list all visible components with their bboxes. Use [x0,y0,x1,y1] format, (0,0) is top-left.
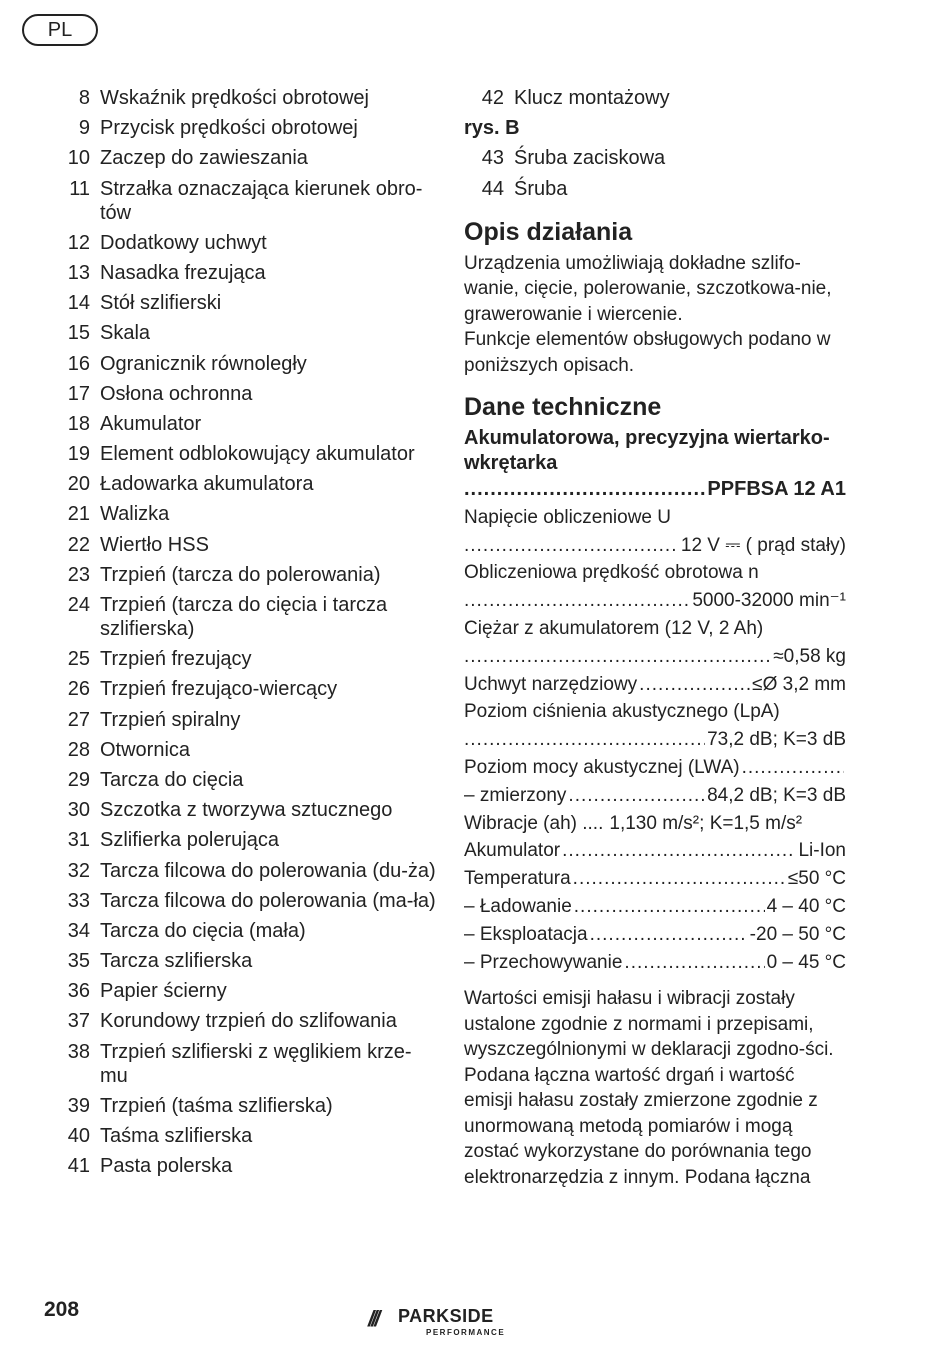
list-item [56,146,436,170]
list-item [56,593,436,641]
spec-label: Temperatura [464,868,571,890]
opis-paragraph-1: Urządzenia umożliwiają dokładne szlifo-wanie, cięcie, polerowanie, szczotkowa-nie, grawerowanie i wiercenie. [464,252,832,325]
spec-label: – Ładowanie [464,896,572,918]
list-item [464,86,846,110]
dot-leader [464,476,705,504]
item-number: 18 [67,412,90,435]
item-text: Trzpień frezujący [100,648,252,671]
spec-value: 84,2 dB; K=3 dB [707,784,846,806]
dot-leader [464,587,690,615]
list-item [56,647,436,671]
item-number: 11 [69,177,90,200]
dot-leader [624,949,764,977]
list-item [56,768,436,792]
item-number: 44 [481,177,504,200]
parts-list [56,86,436,1184]
item-text: Korundowy trzpień do szlifowania [100,1010,397,1033]
item-text: Strzałka oznaczająca kierunek obro-tów [100,177,423,224]
right-column [464,86,846,1190]
spec-label: Ciężar z akumulatorem (12 V, 2 Ah) [464,618,764,640]
spec-label: Napięcie obliczeniowe U [464,506,671,528]
spec-value: ≈0,58 kg [773,645,846,667]
spec-label: – Eksploatacja [464,923,588,945]
dot-leader [464,643,771,671]
section-title-opis: Opis działania [464,217,633,246]
list-item [56,979,436,1003]
list-item [56,1094,436,1118]
dot-leader [573,865,786,893]
item-number: 37 [67,1010,90,1033]
item-text: Skala [100,322,151,345]
spec-label: Poziom mocy akustycznej (LWA) [464,757,740,779]
item-number: 40 [67,1125,90,1147]
spec-row [464,865,846,893]
model-name: PPFBSA 12 A1 [707,478,846,501]
item-number: 39 [67,1094,90,1117]
item-number: 28 [67,738,90,761]
list-item [56,677,436,701]
section-title-dane: Dane techniczne [464,393,662,422]
item-text: Ogranicznik równoległy [100,352,307,375]
item-text: Tarcza do cięcia (mała) [100,919,306,942]
spec-value: ≤50 °C [787,868,846,890]
item-number: 12 [67,231,90,254]
item-number: 26 [67,678,90,701]
item-number: 38 [67,1040,90,1063]
item-number: 14 [67,292,90,315]
list-item [56,261,436,285]
spec-row [464,587,846,615]
item-number: 21 [67,503,90,526]
list-item [56,1124,436,1148]
spec-row [464,726,846,754]
list-item [56,798,436,822]
item-number: 10 [67,147,90,170]
list-item [56,382,436,406]
spec-row [464,671,846,699]
item-text: Tarcza szlifierska [100,950,253,973]
spec-row [464,532,846,560]
item-text: Wiertło HSS [100,533,209,556]
logo-slashes-icon: /// [368,1306,378,1331]
spec-label: Akumulator [464,840,561,862]
model-row [464,476,846,504]
spec-value: Li-Ion [798,840,846,862]
item-text: Tarcza filcowa do polerowania (du-ża) [100,859,436,882]
item-text: Trzpień szlifierski z węglikiem krze-mu [100,1040,412,1087]
list-item [56,412,436,436]
item-number: 31 [67,829,90,852]
figure-label: rys. B [464,117,520,140]
spec-value: 4 – 40 °C [766,896,846,918]
item-number: 24 [67,594,90,616]
item-number: 20 [67,473,90,496]
item-number: 16 [67,352,90,375]
spec-label: Poziom ciśnienia akustycznego (LpA) [464,701,780,723]
spec-row [464,782,846,810]
list-item [56,708,436,732]
item-text: Szlifierka polerująca [100,829,279,852]
spec-row [464,754,846,782]
spec-row [464,921,846,949]
item-number: 32 [67,859,90,882]
item-text: Tarcza filcowa do polerowania (ma-ła) [100,889,436,912]
item-number: 42 [481,87,504,109]
dot-leader [639,671,750,699]
opis-paragraph-2: Funkcje elementów obsługowych podano w poniższych opisach. [464,329,831,376]
list-item [56,919,436,943]
list-item [56,321,436,345]
list-item [56,889,436,913]
item-number: 34 [67,919,90,942]
list-item [56,1009,436,1033]
item-text: Zaczep do zawieszania [100,147,308,170]
item-number: 23 [67,563,90,586]
parkside-logo [368,1306,520,1340]
spec-label: Wibracje (ah) .... [464,812,604,834]
list-item [56,859,436,883]
item-number: 8 [78,87,90,109]
logo-brand: PARKSIDE [398,1306,494,1326]
item-text: Element odblokowujący akumulator [100,443,415,466]
list-item [56,291,436,315]
logo-subtitle: PERFORMANCE [426,1328,506,1337]
item-text: Trzpień (tarcza do cięcia i tarcza szlifierska) [100,594,388,640]
list-item [56,442,436,466]
item-text: Wskaźnik prędkości obrotowej [100,87,369,109]
item-text: Osłona ochronna [100,382,253,405]
item-text: Tarcza do cięcia [100,768,244,791]
list-item [56,352,436,376]
spec-label: – zmierzony [464,784,567,806]
item-number: 25 [67,648,90,671]
spec-label: Obliczeniowa prędkość obrotowa n [464,562,759,584]
list-item [464,146,846,170]
spec-value: 5000-32000 min⁻¹ [692,590,846,612]
product-title: Akumulatorowa, precyzyjna wiertarko-wkrętarka [464,427,830,475]
list-item [56,177,436,225]
item-number: 27 [67,708,90,731]
item-number: 9 [78,117,90,140]
item-text: Dodatkowy uchwyt [100,231,267,254]
item-number: 29 [67,768,90,791]
spec-value: 1,130 m/s²; K=1,5 m/s² [609,812,803,834]
item-text: Klucz montażowy [514,87,670,109]
item-text: Otwornica [100,738,191,761]
spec-label: – Przechowywanie [464,951,623,973]
item-number: 41 [67,1155,90,1178]
list-item [56,231,436,255]
item-text: Nasadka frezująca [100,261,266,284]
dot-leader [590,921,748,949]
item-number: 22 [67,533,90,556]
list-item [56,563,436,587]
item-text: Walizka [100,503,170,526]
item-text: Stół szlifierski [100,292,222,315]
list-item [56,472,436,496]
dot-leader [742,754,844,782]
item-number: 19 [67,443,90,466]
list-item [56,738,436,762]
item-text: Trzpień (taśma szlifierska) [100,1094,333,1117]
note-paragraph-2: Podana łączna wartość drgań i wartość emisji hałasu zostały zmierzone zgodnie z unormowaną metodą pomiarów i mogą zostać wykorzystane do porównania tego elektronarzędzia z innym. Podana łączna [464,1064,818,1188]
list-item [56,1040,436,1088]
dot-leader [464,726,705,754]
item-number: 33 [67,889,90,912]
item-number: 15 [67,322,90,345]
dot-leader [568,782,705,810]
spec-value: 0 – 45 °C [766,951,846,973]
item-text: Śruba [514,177,568,200]
page-number: 208 [44,1298,80,1321]
item-text: Ładowarka akumulatora [100,473,314,496]
list-item [56,828,436,852]
dot-leader [464,532,679,560]
item-text: Taśma szlifierska [100,1125,253,1147]
dot-leader [562,837,796,865]
list-item [56,502,436,526]
list-item [464,177,846,201]
spec-row [464,949,846,977]
language-badge: PL [22,14,98,46]
spec-label: Uchwyt narzędziowy [464,673,638,695]
list-item [56,86,436,110]
item-number: 30 [67,799,90,822]
item-text: Przycisk prędkości obrotowej [100,117,358,140]
spec-value: -20 – 50 °C [749,923,846,945]
item-text: Trzpień (tarcza do polerowania) [100,563,381,586]
spec-row [464,810,846,838]
item-number: 36 [67,980,90,1003]
item-text: Szczotka z tworzywa sztucznego [100,799,393,822]
spec-row [464,893,846,921]
dot-leader [574,893,765,921]
list-item [56,1154,436,1178]
spec-row [464,643,846,671]
list-item [56,949,436,973]
item-text: Papier ścierny [100,980,227,1003]
item-text: Akumulator [100,412,202,435]
item-number: 43 [481,147,504,170]
list-item [56,116,436,140]
spec-value: 73,2 dB; K=3 dB [707,729,846,751]
item-text: Trzpień frezująco-wiercący [100,678,338,701]
item-number: 13 [67,261,90,284]
item-text: Śruba zaciskowa [514,147,666,170]
item-text: Trzpień spiralny [100,708,241,731]
spec-value: 12 V ⎓ ( prąd stały) [680,534,846,556]
spec-value: ≤Ø 3,2 mm [752,673,846,695]
item-number: 17 [67,382,90,405]
list-item [56,533,436,557]
spec-row [464,837,846,865]
item-text: Pasta polerska [100,1155,233,1178]
note-paragraph-1: Wartości emisji hałasu i wibracji zostały ustalone zgodnie z normami i przepisami, wyszczególnionymi w deklaracji zgodno-ści. [464,988,834,1061]
item-number: 35 [67,950,90,973]
